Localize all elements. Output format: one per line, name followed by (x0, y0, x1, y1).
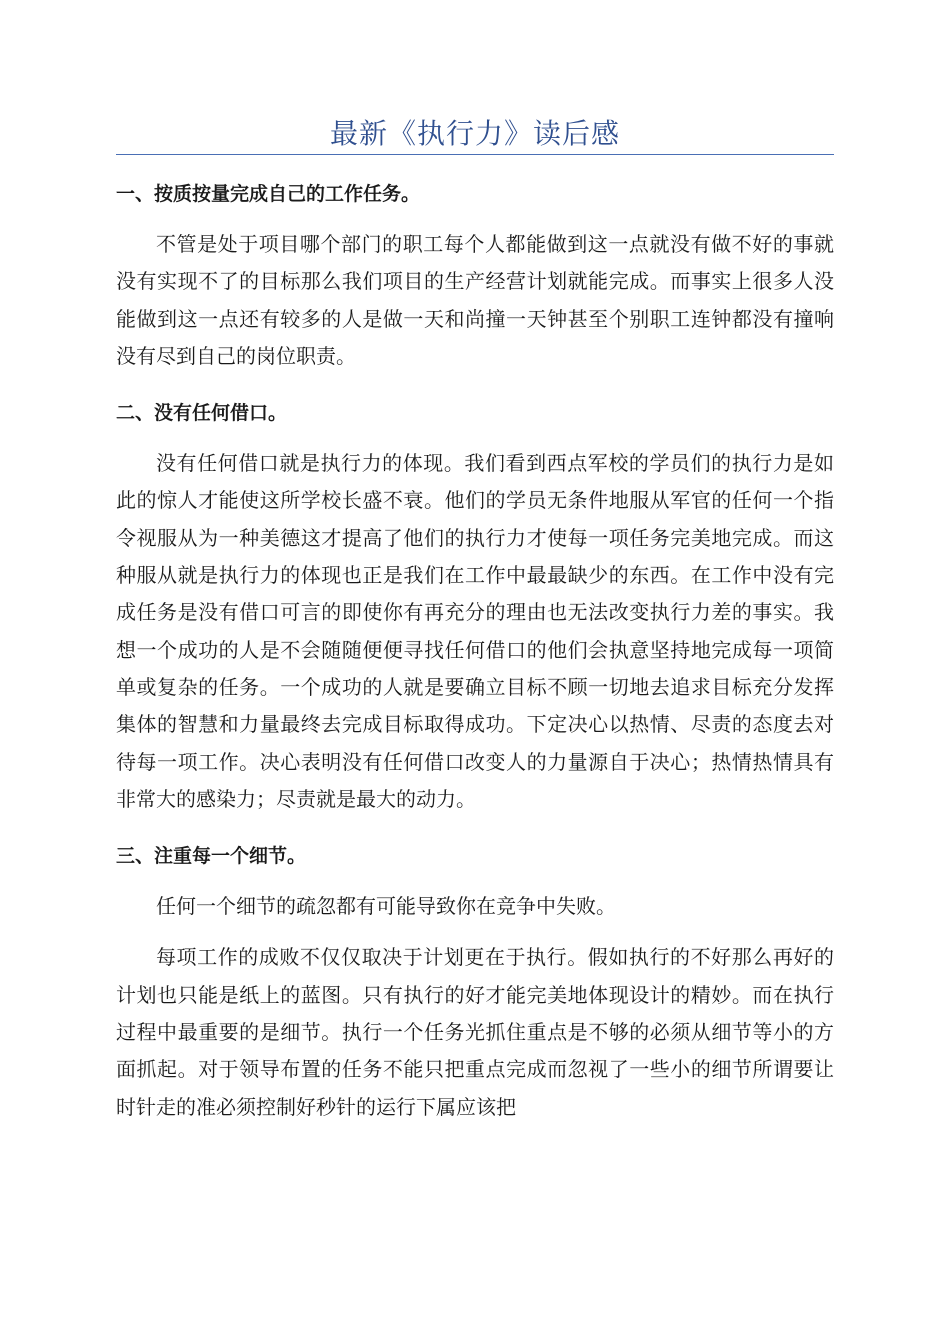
section-2-paragraph: 没有任何借口就是执行力的体现。我们看到西点军校的学员们的执行力是如此的惊人才能使这所学校长盛不衰。他们的学员无条件地服从军官的任何一个指令视服从为一种美德这才提高了他们的执行力才使每一项任务完美地完成。而这种服从就是执行力的体现也正是我们在工作中最最缺少的东西。在工作中没有完成任务是没有借口可言的即使你有再充分的理由也无法改变执行力差的事实。我想一个成功的人是不会随随便便寻找任何借口的他们会执意坚持地完成每一项简单或复杂的任务。一个成功的人就是要确立目标不顾一切地去追求目标充分发挥集体的智慧和力量最终去完成目标取得成功。下定决心以热情、尽责的态度去对待每一项工作。决心表明没有任何借口改变人的力量源自于决心；热情热情具有非常大的感染力；尽责就是最大的动力。 (116, 451, 834, 811)
section-3-paragraph-1: 任何一个细节的疏忽都有可能导致你在竞争中失败。 (156, 894, 616, 919)
section-3-paragraph-2: 每项工作的成败不仅仅取决于计划更在于执行。假如执行的不好那么再好的计划也只能是纸上的蓝图。只有执行的好才能完美地体现设计的精妙。而在执行过程中最重要的是细节。执行一个任务光抓住重点是不够的必须从细节等小的方面抓起。对于领导布置的任务不能只把重点完成而忽视了一些小的细节所谓要让时针走的准必须控制好秒针的运行下属应该把 (116, 945, 834, 1119)
section-heading-1: 一、按质按量完成自己的工作任务。 (116, 183, 421, 205)
title-underline (116, 154, 834, 155)
document-title: 最新《执行力》读后感 (329, 117, 620, 150)
section-1-paragraph: 不管是处于项目哪个部门的职工每个人都能做到这一点就没有做不好的事就没有实现不了的目标那么我们项目的生产经营计划就能完成。而事实上很多人没能做到这一点还有较多的人是做一天和尚撞一天钟甚至个别职工连钟都没有撞响没有尽到自己的岗位职责。 (116, 232, 834, 368)
section-heading-2: 二、没有任何借口。 (116, 402, 288, 425)
document-body (116, 170, 834, 1140)
section-heading-3: 三、注重每一个细节。 (116, 845, 307, 868)
